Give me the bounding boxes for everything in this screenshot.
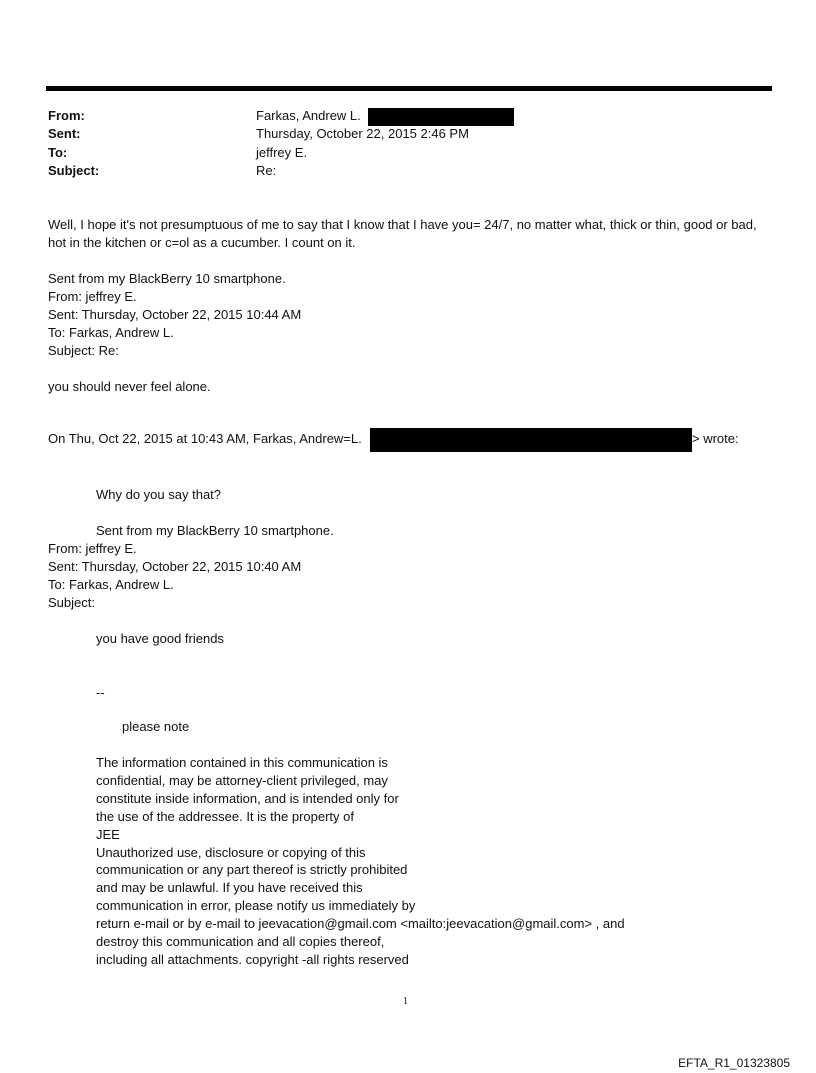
- disclaimer-line: The information contained in this communication is: [96, 755, 388, 770]
- disclaimer-line: constitute inside information, and is intended only for: [96, 790, 399, 806]
- from-name: Farkas, Andrew L.: [256, 108, 361, 123]
- disclaimer-line: JEE: [96, 826, 120, 842]
- disclaimer-line: the use of the addressee. It is the property of: [96, 808, 354, 824]
- wrote-line-prefix: On Thu, Oct 22, 2015 at 10:43 AM, Farkas, Andrew=L.: [48, 431, 362, 446]
- quoted-text-1: you should never feel alone.: [48, 379, 211, 394]
- quoted-subject-2: Subject:: [48, 595, 95, 610]
- disclaimer-line: communication or any part thereof is strictly prohibited: [96, 862, 408, 878]
- disclaimer-line: including all attachments. copyright -all rights reserved: [96, 951, 409, 967]
- redaction-box: [368, 108, 514, 126]
- to-label: To:: [48, 145, 68, 160]
- page-number: 1: [403, 996, 408, 1007]
- to-value: jeffrey E.: [256, 145, 308, 160]
- from-value: [256, 107, 514, 126]
- quoted-text-2: Why do you say that?: [96, 487, 222, 502]
- redaction-box: [370, 428, 692, 452]
- sent-label: Sent:: [48, 126, 81, 141]
- disclaimer-line: Unauthorized use, disclosure or copying of this: [96, 844, 366, 860]
- signature-1: Sent from my BlackBerry 10 smartphone.: [48, 271, 286, 286]
- quoted-from-2: From: jeffrey E.: [48, 541, 137, 556]
- quoted-subject-1: Subject: Re:: [48, 343, 119, 358]
- wrote-line-suffix: > wrote:: [692, 431, 739, 446]
- disclaimer-line: communication in error, please notify us immediately by: [96, 898, 416, 914]
- subject-label: Subject:: [48, 163, 100, 178]
- sent-row: [48, 125, 748, 143]
- quoted-sent-1: Sent: Thursday, October 22, 2015 10:44 AM: [48, 307, 302, 322]
- disclaimer-line: and may be unlawful. If you have received this: [96, 880, 363, 896]
- quoted-sent-2: Sent: Thursday, October 22, 2015 10:40 AM: [48, 559, 302, 574]
- disclaimer-line: confidential, may be attorney-client privileged, may: [96, 772, 388, 788]
- sent-value: Thursday, October 22, 2015 2:46 PM: [256, 126, 469, 141]
- signature-2: Sent from my BlackBerry 10 smartphone.: [96, 523, 334, 538]
- header-rule: [46, 86, 772, 91]
- quoted-from-1: From: jeffrey E.: [48, 289, 137, 304]
- reply-paragraph: Well, I hope it's not presumptuous of me to say that I know that I have you= 24/7, no matter what, thick or thin, good or bad, hot in the kitchen or c=ol as a cucumber. I count on it.: [48, 217, 757, 250]
- quoted-to-2: To: Farkas, Andrew L.: [48, 577, 174, 592]
- signature-separator: --: [96, 685, 105, 700]
- quoted-to-1: To: Farkas, Andrew L.: [48, 325, 174, 340]
- to-row: [48, 144, 748, 162]
- document-id: EFTA_R1_01323805: [678, 1056, 790, 1070]
- please-note: please note: [122, 719, 190, 734]
- quoted-body-2: you have good friends: [96, 631, 224, 646]
- from-label: From:: [48, 108, 85, 123]
- disclaimer-line: return e-mail or by e-mail to jeevacation@gmail.com <mailto:jeevacation@gmail.com> , and: [96, 916, 625, 932]
- from-row: [48, 107, 748, 125]
- disclaimer-line: destroy this communication and all copies thereof,: [96, 934, 385, 949]
- subject-row: [48, 162, 748, 180]
- subject-value: Re:: [256, 163, 277, 178]
